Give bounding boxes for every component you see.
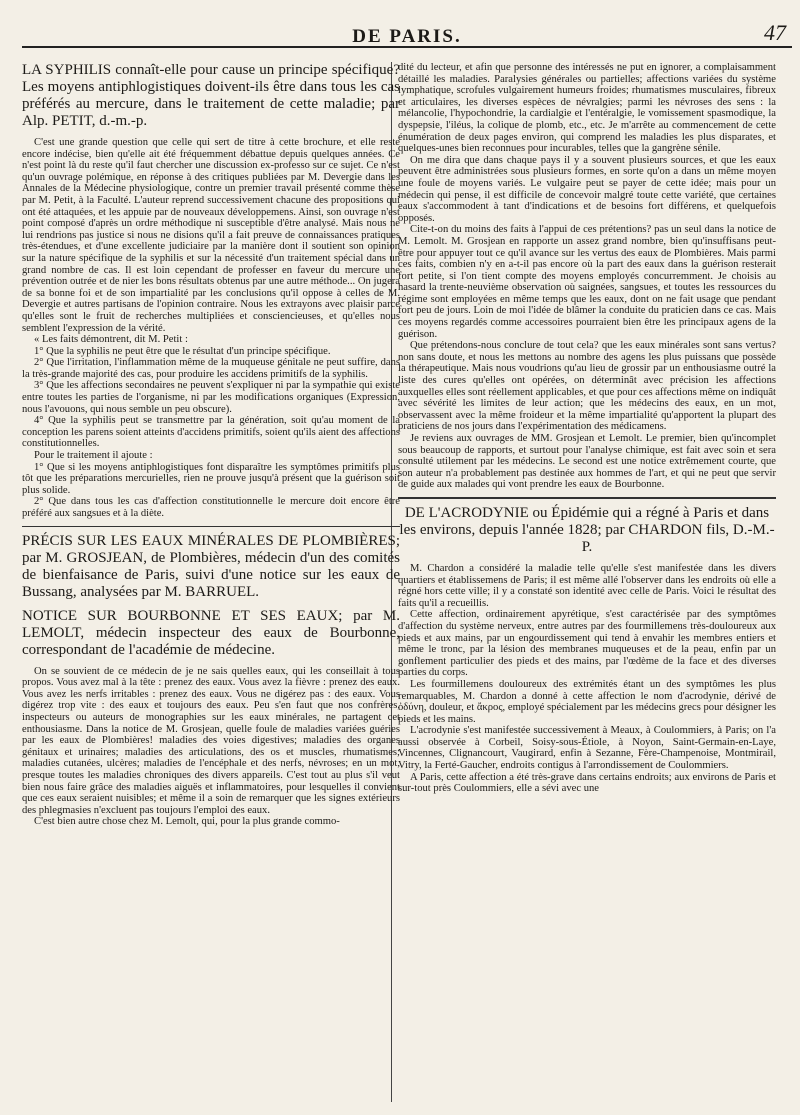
paragraph: M. Chardon a considéré la maladie telle qu'elle s'est manifestée dans les divers quartiers et établissemens de Paris; il est même allé l'observer dans les endroits où elle a régné hors cette ville; il y a constaté son identité avec celle de Paris. Voici le résultat des faits qu'il a recueillis. xyxy=(398,562,776,609)
section-separator xyxy=(398,497,776,499)
paragraph: Cite-t-on du moins des faits à l'appui de ces prétentions? pas un seul dans la notice de M. Lemolt. M. Grosjean en rapporte un assez grand nombre, bien qu'insuffisans peut-être pour appuyer tout ce qu'il avance sur les vertus des eaux de Plombières. Mais parmi ces faits, combien n'y en a-t-il pas encore où la part des eaux dans la guérison resterait fort petite, si l'on tient compte des moyens employés concurremment. Je choisis au hasard la trente-neuvième observation où saignées, sangsues, et toutes les ressources du régime sont employées en même temps que les eaux, dont on ne fait usage que pendant fort peu de jours. Loin de moi l'idée de blâmer la conduite du praticien dans ce cas. Mais ces moyens regardés comme accessoires pourraient bien être les principaux agens de la guérison. xyxy=(398,224,776,340)
paragraph: On me dira que dans chaque pays il y a souvent plusieurs sources, et que les eaux peuvent être administrées sous plusieurs formes, en sorte qu'on a dans un même moyen une foule de moyens variés. Le vulgaire peut se payer de cette idée; mais pour un médecin qui pense, il est difficile de concevoir malgré toute cette variété, que certaines eaux s'accommodent à tant d'indications et de besoins fort différens, et quelquefois opposés. xyxy=(398,154,776,224)
header-rule xyxy=(22,46,792,48)
paragraph: C'est bien autre chose chez M. Lemolt, qui, pour la plus grande commo- xyxy=(34,816,340,828)
running-title: DE PARIS. xyxy=(352,26,462,47)
paragraph: Je reviens aux ouvrages de MM. Grosjean et Lemolt. Le premier, bien qu'incomplet sous beaucoup de rapports, et surtout pour l'analyse chimique, est fait avec soin et sera consulté utilement par les médecins. Le second est une notice extrêmement courte, que son auteur n'a probablement pas destinée aux hommes de l'art, et qui ne peut que servir de guide aux malades qui vont prendre les eaux de Bourbonne. xyxy=(398,433,776,491)
paragraph: dité du lecteur, et afin que personne des intéressés ne put en ignorer, a complaisamment détaillé les maladies. Paralysies générales ou partielles; affections variées du système lymphatique, scrofules vulgairement humeurs froides; rhumatismes musculaires, fibreux et articulaires, les diverses espèces de névralgies; parmi les névroses des sens : la mélancolie, l'hypochondrie, la cardialgie et l'entéralgie, le vomissement spasmodique, la dyspepsie, l'iléus, la colique de plomb, etc., etc. Je m'arrête au commencement de cette énumération de deux pages environ, qui comprend les maladies les plus disparates, et quelques-unes bien reconnues pour incurables, telles que la gangrène sénile. xyxy=(398,62,776,155)
paragraph: 2° Que l'irritation, l'inflammation même de la muqueuse génitale ne peut suffire, dans la très-grande majorité des cas, pour produire les accidens primitifs de la syphilis. xyxy=(22,357,400,380)
right-column xyxy=(398,62,776,795)
article-title-plombieres: PRÉCIS SUR LES EAUX MINÉRALES DE PLOMBIÈRES; par M. GROSJEAN, de Plombières, médecin d'un des comités de bienfaisance de Paris, suivi d'une notice sur les eaux de Bussang, analysées par M. BARRUEL. xyxy=(22,532,400,600)
paragraph: 4° Que la syphilis peut se transmettre par la génération, soit qu'au moment de la conception les parens soient atteints d'accidens primitifs, soient qu'ils aient des affections constitutionnelles. xyxy=(22,415,400,450)
page-header xyxy=(22,18,792,58)
paragraph: 2° Que dans tous les cas d'affection constitutionnelle le mercure doit encore être préféré aux sangsues et à la diète. xyxy=(22,496,400,519)
article-title-bourbonne: NOTICE SUR BOURBONNE ET SES EAUX; par M. LEMOLT, médecin inspecteur des eaux de Bourbonne, correspondant de l'académie de médecine. xyxy=(22,607,400,658)
paragraph: On se souvient de ce médecin de je ne sais quelles eaux, qui les conseillait à tous propos. Vous avez mal à la tête : prenez des eaux. Vous avez la fièvre : prenez des eaux. Vous avez les nerfs irritables : prenez des eaux. Vous ne digérez pas : des eaux. Vous digérez trop vite : des eaux et toujours des eaux. Peu s'en faut que nos confrères, inspecteurs ou auteurs de monographies sur les eaux minérales, ne partagent cet enthousiasme. Dans la notice de M. Grosjean, quelle foule de maladies variées guéries par les eaux de Plombières! maladies des voies digestives; maladies des organes génitaux et urinaires; maladies des articulations, des os et muscles, rhumatismes; maladies cutanées, ulcères; maladies de l'encéphale et des nerfs, névroses; en un mot, presque toutes les maladies chroniques des divers appareils. C'est tout au plus s'il veut bien nous faire grâce des maladies aiguës et inflammatoires, pour lesquelles il convient que ces eaux seraient nuisibles; et même il a soin de remarquer que les signes extérieurs des phlegmasies n'excluent pas toujours l'emploi des eaux. xyxy=(22,665,400,816)
paragraph: Que prétendons-nous conclure de tout cela? que les eaux minérales sont sans vertus? non sans doute, et nous les mettons au nombre des agens les plus puissans que possède la thérapeutique. Mais nous voudrions qu'au lieu de grossir par un enthousiasme outré la liste des cures qu'elles ont opérées, on déterminât avec précision les affections auxquelles elles sont réellement applicables, et que pour ces affections même on indiquât avec sévérité les limites de leur action; que les médecins des eaux, en un mot, observassent avec la même froideur et la même impartialité qu'apportent la plupart des praticiens de nos jours dans l'expérimentation des médicamens. xyxy=(398,340,776,433)
paragraph: 1° Que la syphilis ne peut être que le résultat d'un principe spécifique. xyxy=(34,345,331,357)
left-column xyxy=(22,62,400,828)
paragraph: Les fourmillemens douloureux des extrémités étant un des symptômes les plus remarquables, M. Chardon a donné à cette affection le nom d'acrodynie, dérivé de ὀδύνη, douleur, et ἄκρος, employé spécialement par les médecins grecs pour désigner les pieds et les mains. xyxy=(398,678,776,725)
paragraph: C'est une grande question que celle qui sert de titre à cette brochure, et elle reste encore indécise, bien qu'elle ait été fréquemment débattue depuis quelques années. Ce n'est point là du reste qu'il faut chercher une discussion ex-professo sur ce sujet. Ce n'est qu'un ouvrage polémique, en réponse à des critiques publiées par M. Devergie dans les Annales de la Médecine physiologique, contre un premier travail présenté comme thèse par M. Petit, à la Faculté. L'auteur reprend successivement chacune des propositions qui ont été attaquées, et les appuie par de nouveaux développemens. Ainsi, son ouvrage n'est point composé d'après un ordre méthodique ni susceptible d'être analysé. Mais nous ne lui rendrions pas justice si nous ne disions qu'il a fait preuve de connaissances pratiques très-étendues, et d'une excellente judiciaire par la manière dont il soutient son opinion sur la nature spécifique de la syphilis et sur la nécessité d'un traitement spécial dans un grand nombre de cas. Il est loin cependant de professer en faveur du mercure une prévention outrée et de nier les bons résultats obtenus par une autre méthode... On jugera de sa bonne foi et de son impartialité par les conclusions qu'il oppose à celles de M. Devergie et autres partisans de l'opinion contraire. Nous les extrayons avec plaisir parce qu'elles sont le fruit de recherches multipliées et consciencieuses, et qu'elles nous semblent l'expression de la vérité. xyxy=(22,137,400,334)
article-title-syphilis: LA SYPHILIS connaît-elle pour cause un principe spécifique? Les moyens antiphlogistiques doivent-ils être dans tous les cas préférés au mercure, dans le traitement de cette maladie; par Alp. PETIT, d.-m.-p. xyxy=(22,62,400,129)
paragraph: Pour le traitement il ajoute : xyxy=(34,450,153,462)
paragraph: Cette affection, ordinairement apyrétique, s'est caractérisée par des symptômes d'affection du système nerveux, entre autres par des fourmillemens très-douloureux aux pieds et aux mains, par un engourdissement qui tend à envahir les membres entiers et même le tronc, par la lésion des membranes muqueuses et de la peau, enfin par un gonflement particulier des pieds et des mains, par l'œdème de la face et des diverses parties du corps. xyxy=(398,609,776,679)
section-separator xyxy=(22,526,400,527)
article-title-acrodynie: DE L'ACRODYNIE ou Épidémie qui a régné à Paris et dans les environs, depuis l'année 1828; par CHARDON fils, D.-M.-P. xyxy=(399,504,775,555)
paragraph: L'acrodynie s'est manifestée successivement à Meaux, à Coulommiers, à Paris; on l'a aussi observée à Corbeil, Soisy-sous-Étiole, à Noyon, Saint-Germain-en-Laye, Vincennes, Clignancourt, Vaugirard, enfin à Sezanne, Fère-Champenoise, Montmirail, Vitry, la Ferté-Gaucher, endroits contigus à l'arrondissement de Coulommiers. xyxy=(398,725,776,772)
paragraph: 3° Que les affections secondaires ne peuvent s'expliquer ni par la sympathie qui existe entre toutes les parties de l'organisme, ni par les modifications organiques (Expression, nous l'avouons, qui nous semble un peu obscure). xyxy=(22,380,400,415)
paragraph: 1° Que si les moyens antiphlogistiques font disparaître les symptômes primitifs plus tôt que les préparations mercurielles, rien ne prouve jusqu'à présent que la guérison soit plus solide. xyxy=(22,461,400,496)
paragraph: A Paris, cette affection a été très-grave dans certains endroits; aux environs de Paris et sur-tout près Coulommiers, elle a sévi avec une xyxy=(398,771,776,795)
paragraph: « Les faits démontrent, dit M. Petit : xyxy=(34,334,188,346)
page-number: 47 xyxy=(764,20,786,45)
